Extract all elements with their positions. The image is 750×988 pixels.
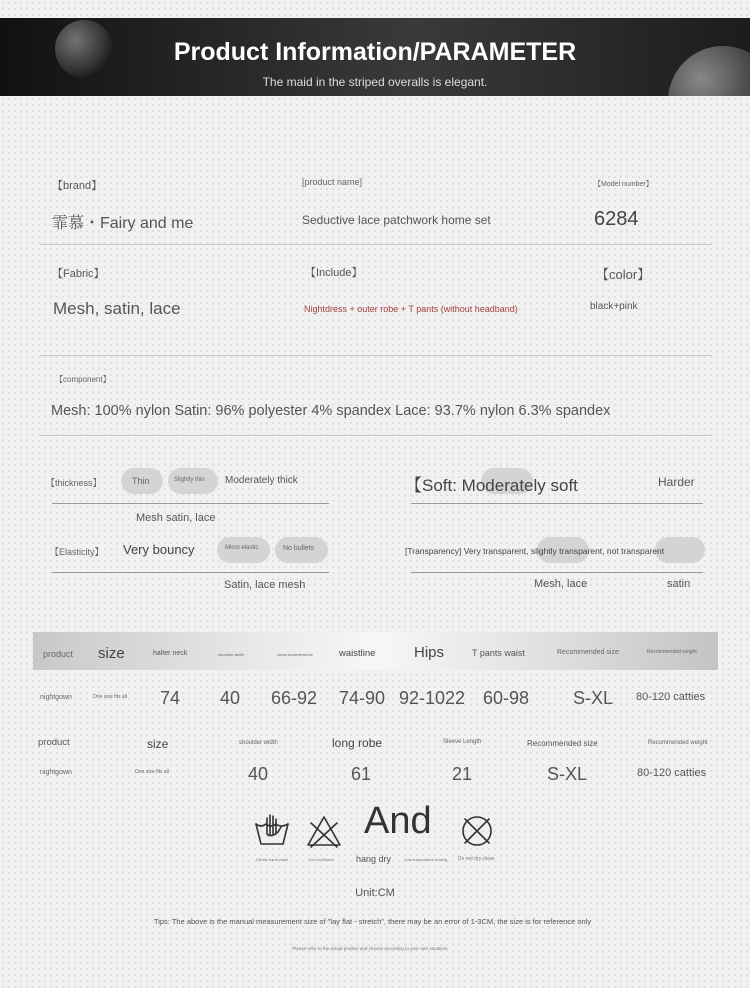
- table1-cell-halter-neck: 74: [160, 688, 181, 708]
- table1-header-chest: chest circumference: [277, 652, 313, 657]
- do-not-bleach-icon: [305, 813, 343, 854]
- care-label-do-not-bleach: Do not bleach: [309, 857, 334, 862]
- do-not-dry-clean-icon: [459, 813, 495, 854]
- model-number-label: 【Model number】: [594, 181, 653, 188]
- page-subtitle: The maid in the striped overalls is elegant.: [262, 75, 488, 89]
- elasticity-option-very-bouncy: Very bouncy: [123, 542, 195, 557]
- care-label-hand-wash: Gentle hand wash: [256, 857, 289, 862]
- table1-cell-hips: 92-1022: [399, 688, 466, 708]
- table2-header-recommended-size: Recommended size: [527, 739, 598, 748]
- include-value: Nightdress + outer robe + T pants (without headband): [304, 304, 518, 314]
- color-label: 【color】: [596, 267, 651, 282]
- table1-header-hips: Hips: [414, 644, 445, 661]
- table2-cell-long-robe: 61: [351, 764, 372, 784]
- tips-text: Tips: The above is the manual measurement size of "lay flat - stretch", there may be an error of 1-3CM, the size is for reference only: [153, 917, 592, 926]
- table1-cell-t-pants-waist: 60-98: [483, 688, 530, 708]
- table1-cell-product: nightgown: [40, 694, 72, 701]
- table2-cell-size: One size fits all: [135, 769, 169, 775]
- component-value: Mesh: 100% nylon Satin: 96% polyester 4% spandex Lace: 93.7% nylon 6.3% spandex: [51, 403, 611, 419]
- table1-header-halter-neck: halter neck: [153, 650, 188, 657]
- product-name-value: Seductive lace patchwork home set: [302, 213, 491, 227]
- component-label: 【component】: [55, 375, 111, 384]
- transparency-note-mesh-lace: Mesh, lace: [534, 578, 588, 590]
- table2-cell-recommended-weight: 80-120 catties: [637, 767, 707, 779]
- table1-header-t-pants-waist: T pants waist: [472, 648, 525, 658]
- table1-header-shoulder-width: shoulder width: [218, 652, 244, 657]
- table1-cell-recommended-weight: 80-120 catties: [636, 691, 706, 703]
- elasticity-label: 【Elasticity】: [50, 547, 104, 557]
- care-label-low-temp-ironing: Low temperature ironing: [404, 857, 448, 862]
- table2-header-recommended-weight: Recommended weight: [648, 740, 708, 746]
- table2-cell-shoulder: 40: [248, 764, 269, 784]
- table2-header-long-robe: long robe: [332, 736, 383, 750]
- table2-cell-product: nightgown: [40, 769, 72, 776]
- care-big-text: And: [364, 800, 432, 842]
- table2-header-size: size: [147, 737, 169, 751]
- table2-cell-sleeve-length: 21: [452, 764, 473, 784]
- care-label-do-not-dry-clean: Do not dry clean: [458, 856, 495, 862]
- color-value: black+pink: [590, 301, 638, 312]
- thickness-option-thin: Thin: [132, 476, 150, 486]
- reference-note: Please refer to the actual product and choose according to your own situation!: [292, 946, 448, 951]
- hand-wash-icon: [253, 810, 291, 853]
- transparency-text: [Transparency] Very transparent, slightly transparent, not transparent: [405, 546, 665, 556]
- brand-label: 【brand】: [52, 180, 103, 192]
- fabric-label: 【Fabric】: [52, 268, 105, 280]
- table2-header-sleeve-length: Sleeve Length: [443, 739, 482, 745]
- product-name-label: [product name]: [302, 177, 363, 187]
- table1-header-recommended-size: Recommended size: [557, 649, 619, 656]
- header-banner: [0, 18, 750, 96]
- model-number-value: 6284: [594, 208, 639, 230]
- table1-cell-waistline: 74-90: [339, 688, 386, 708]
- divider: [411, 572, 703, 573]
- transparency-note-satin: satin: [667, 578, 691, 590]
- divider: [411, 503, 703, 504]
- brand-value: 霏慕・Fairy and me: [52, 215, 194, 232]
- table1-cell-size: One size fits all: [93, 694, 127, 700]
- table1-cell-recommended-size: S-XL: [573, 688, 614, 708]
- table2-header-shoulder-width: shoulder width: [239, 740, 278, 746]
- table1-cell-shoulder: 40: [220, 688, 241, 708]
- divider: [40, 244, 712, 245]
- divider: [40, 355, 712, 356]
- table2-cell-recommended-size: S-XL: [547, 764, 588, 784]
- elasticity-option-micro-elastic: Micro elastic: [225, 545, 259, 551]
- table1-header-waistline: waistline: [339, 648, 376, 659]
- table1-header-product: product: [43, 649, 74, 659]
- fabric-value: Mesh, satin, lace: [53, 299, 181, 318]
- thickness-option-slightly-thin: Slightly thin: [174, 477, 205, 483]
- elasticity-note: Satin, lace mesh: [224, 579, 306, 591]
- soft-right-label: Harder: [658, 475, 695, 489]
- table1-header-recommended-weight: Recommended weight: [647, 649, 697, 655]
- divider: [40, 435, 712, 436]
- elasticity-option-no-bullets: No bullets: [283, 545, 315, 552]
- divider: [52, 503, 329, 504]
- thickness-note: Mesh satin, lace: [136, 512, 216, 524]
- table2-header-product: product: [38, 737, 70, 748]
- table1-header-size: size: [98, 645, 125, 662]
- care-label-hang-dry: hang dry: [356, 854, 392, 864]
- unit-label: Unit:CM: [355, 887, 395, 899]
- divider: [52, 572, 329, 573]
- thickness-option-moderately-thick: Moderately thick: [225, 475, 298, 486]
- thickness-label: 【thickness】: [46, 478, 102, 488]
- table1-cell-chest: 66-92: [271, 688, 318, 708]
- page-title: Product Information/PARAMETER: [173, 38, 577, 66]
- soft-label: 【Soft: Moderately soft: [405, 476, 578, 495]
- include-label: 【Include】: [305, 267, 363, 279]
